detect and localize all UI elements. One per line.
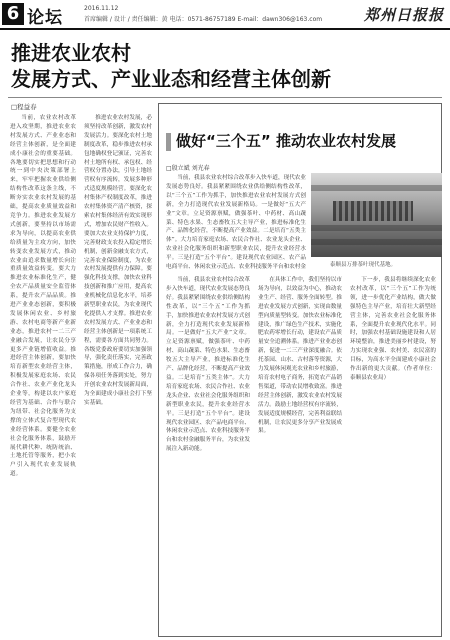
main-article-column-2 xyxy=(84,114,152,636)
main-article-text-1: 当前，农业农村改革进入攻坚期，推进农业农村发展方式、产业业态和经营主体创新，是全面建成小康社会的重要基础。各地要切实把思想和行动统一到中央决策部署上来，牢牢把握农业供给侧结构性改革这条主线，不断夯实农业农村发展的基础，提高农业质量效益和竞争力。推进农业发展方式创新，要坚持以市场需求为导向，以提高农业供给质量为主攻方向，加快转变农业发展方式，推动农业由追求数量增长向注重质量效益转变。要大力推进农业标准化生产，健全农产品质量安全监管体系，提升农产品品质。推进产业业态创新，要积极发展休闲农业、乡村旅游、农村电商等新产业新业态，推进农村一二三产业融合发展，让农民分享更多产业链增值收益。推进经营主体创新，要加快培育新型农业经营主体，积极发展家庭农场、农民合作社、农业产业化龙头企业等，构建以农户家庭经营为基础、合作与联合为纽带、社会化服务为支撑的立体式复合型现代农业经营体系。要健全农业社会化服务体系，鼓励开展代耕代种、统防统治、土地托管等服务，把小农户引入现代农业发展轨道。 xyxy=(10,115,76,478)
sub-article-byline: □殷立斌 刘光春 xyxy=(166,165,210,172)
title-rule xyxy=(8,97,442,98)
editor-contact: 首席编辑 / 设计 / 责任编辑：黄 电话：0571-86757189 E-mail：dawn306@163.com xyxy=(84,16,323,23)
photo-caption: 泰顺县万排茶叶现代基地。 xyxy=(330,262,397,268)
newspaper-masthead: 郑州日报报 xyxy=(363,6,444,24)
main-title-line-2: 发展方式、产业业态和经营主体创新 xyxy=(11,67,331,91)
sub-article-title: 做好“三个五” 推动农业农村发展 xyxy=(176,132,396,150)
main-article-text-2: 推进农业农村发展，必须坚持改革创新，激发农村发展活力。要深化农村土地制度改革，稳步推进农村承包地确权登记颁证，完善农村土地所有权、承包权、经营权分置办法，引导土地经营权有序流转，发展多种形式适度规模经营。要深化农村集体产权制度改革，推进农村集体资产清产核资，探索农村集体经济有效实现形式，增加农民财产性收入。要加大农业支持保护力度，完善财政支农投入稳定增长机制，创新金融支农方式，完善农业保险制度，为农业农村发展提供有力保障。要强化科技支撑，加快农业科技创新和推广应用，提高农业机械化信息化水平，培养新型职业农民，为农业现代化提供人才支撑。推进农业农村发展方式、产业业态和经营主体创新是一项系统工程，需要各方面共同努力。各级党委政府要切实加强领导，强化责任落实，完善政策措施，形成工作合力，确保各项任务落到实处，努力开创农业农村发展新局面，为全面建成小康社会打下坚实基础。 xyxy=(84,115,152,406)
sub-article-text-1: 当前，我县农业农村综合改革步入快车道，现代农业发展态势良好。我县紧紧围绕农业供给侧结构性改革，以“三个五”工作为抓手，加快推进农业农村发展方式创新，全力打造现代农业发展新格局。一是做好“五大产业”文章。立足资源禀赋，做强茶叶、中药材、高山蔬菜、特色水果、生态畜牧五大主导产业，推进标准化生产、品牌化经营，不断提高产业效益。二是培育“五类主体”。大力培育家庭农场、农民合作社、农业龙头企业、农业社会化服务组织和新型职业农民，提升农业经营水平。三是打造“五个平台”。建设现代农业园区、农产品电商平台、休闲农业示范点、农业科技服务平台和农村金融服务平台，为农业发展注入新动能。 xyxy=(166,277,250,453)
sub-article-intro xyxy=(166,174,306,270)
photo-ridge xyxy=(311,225,442,231)
sub-article-title-bar xyxy=(166,130,434,158)
header-rule xyxy=(0,28,450,30)
sub-article-column-2 xyxy=(258,276,342,634)
main-article-title xyxy=(11,40,431,92)
page-number: 6 xyxy=(2,3,24,25)
page-header xyxy=(0,0,450,28)
photo-ridge xyxy=(311,185,442,191)
photo-people xyxy=(333,201,413,221)
sub-article-intro-text: 当前，我县农业农村综合改革步入快车道，现代农业发展态势良好。我县紧紧围绕农业供给侧结构性改革，以“三个五”工作为抓手，加快推进农业农村发展方式创新，全力打造现代农业发展新格局。一是做好“五大产业”文章。立足资源禀赋，做强茶叶、中药材、高山蔬菜、特色水果、生态畜牧五大主导产业，推进标准化生产、品牌化经营，不断提高产业效益。二是培育“五类主体”。大力培育家庭农场、农民合作社、农业龙头企业、农业社会化服务组织和新型职业农民，提升农业经营水平。三是打造“五个平台”。建设现代农业园区、农产品电商平台、休闲农业示范点、农业科技服务平台和农村金 xyxy=(166,175,306,270)
sub-article-text-2: 在具体工作中，我们坚持以市场为导向，以效益为中心，推动农业生产、经营、服务全面转型。推进农业发展方式创新，实现由数量型向质量型转变。加快农业标准化建设，推广绿色生产技术，实施化肥农药零增长行动，建设农产品质量安全追溯体系。推进产业业态创新，促进一二三产业深度融合。依托茶园、山水、古村落等资源，大力发展休闲观光农业和乡村旅游，培育农村电子商务，拓宽农产品销售渠道，带动农民增收致富。推进经营主体创新，激发农业农村发展活力。鼓励土地经营权有序流转，发展适度规模经营，完善利益联结机制，让农民更多分享产业发展成果。 xyxy=(258,277,342,435)
photo-ridge xyxy=(311,239,442,245)
main-article-byline: □程益春 xyxy=(11,103,37,111)
section-name: 论坛 xyxy=(27,8,63,28)
sub-article-column-1 xyxy=(166,276,250,634)
sub-article-column-3 xyxy=(350,276,436,634)
tea-garden-photo xyxy=(311,173,442,257)
issue-date: 2016.11.12 xyxy=(84,5,119,12)
title-accent-bar xyxy=(166,133,171,151)
main-article-column-1 xyxy=(10,114,76,636)
sub-article-text-3: 下一步，我县将继续深化农业农村改革，以“三个五”工作为统领，进一步优化产业结构，做大做强特色主导产业，培育壮大新型经营主体，完善农业社会化服务体系，全面提升农业现代化水平。同时，加强农村基础设施建设和人居环境整治，推进美丽乡村建设，努力实现农业强、农村美、农民富的目标，为高水平全面建成小康社会作出新的更大贡献。（作者单位：泰顺县农业局） xyxy=(350,277,436,381)
main-title-line-1: 推进农业农村 xyxy=(11,41,131,65)
